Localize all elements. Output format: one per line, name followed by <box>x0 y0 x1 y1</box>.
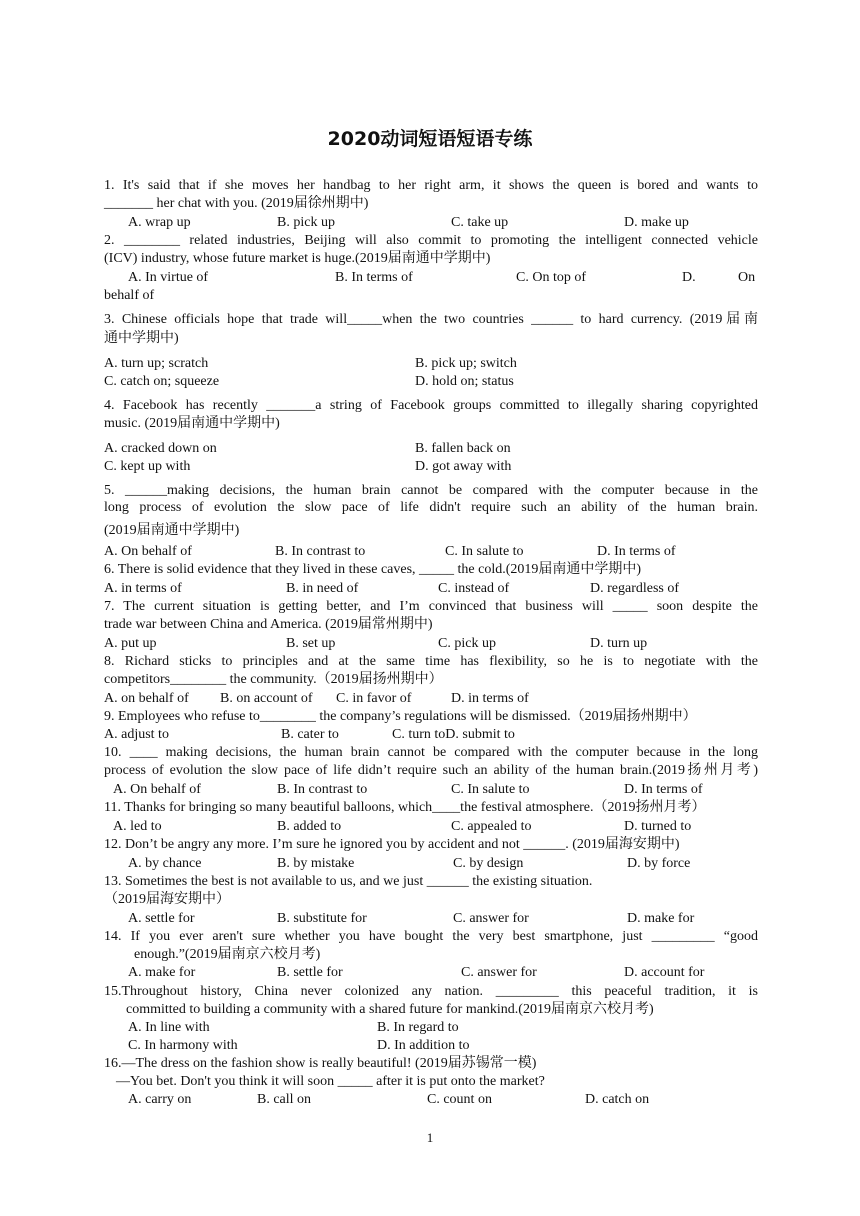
question-5-option-b: B. In contrast to <box>275 544 366 559</box>
question-10-option-c: C. In salute to <box>451 782 530 797</box>
question-11-option-a: A. led to <box>113 819 162 834</box>
question-6-stem: 6. There is solid evidence that they lived in these caves, _____ the cold.(2019届南通中学期中) <box>104 562 642 577</box>
question-3-stem-line-2: 通中学期中) <box>104 331 179 346</box>
question-5-option-d: D. In terms of <box>597 544 676 559</box>
question-16-option-c: C. count on <box>427 1092 492 1107</box>
question-1-option-a: A. wrap up <box>128 215 191 230</box>
question-16-option-a: A. carry on <box>128 1092 192 1107</box>
question-5-option-c: C. In salute to <box>445 544 524 559</box>
question-12-option-d: D. by force <box>627 856 691 871</box>
question-7-stem-line-2: trade war between China and America. (2019届常州期中) <box>104 617 433 632</box>
question-1-option-b: B. pick up <box>277 215 335 230</box>
question-13-option-a: A. settle for <box>128 911 195 926</box>
question-1-option-d: D. make up <box>624 215 689 230</box>
question-16-stem-line-2: —You bet. Don't you think it will soon _____ after it is put onto the market? <box>116 1074 545 1089</box>
page-title: 2020动词短语短语专练 <box>327 128 533 150</box>
question-10-stem-line-2: process of evolution the slow pace of life didn’t require such an ability of the human brain.(2019扬州月考) <box>104 763 758 778</box>
question-9-stem: 9. Employees who refuse to________ the company’s regulations will be dismissed.（2019届扬州期中） <box>104 709 697 724</box>
question-14-stem-line-1: 14. If you ever aren't sure whether you have bought the very best smartphone, just _________ “good <box>104 929 758 944</box>
question-14-stem-line-2: enough.”(2019届南京六校月考) <box>134 947 321 962</box>
page-number: 1 <box>426 1130 434 1145</box>
question-5-source: (2019届南通中学期中) <box>104 523 240 538</box>
question-6-option-a: A. in terms of <box>104 581 182 596</box>
question-4-option-b: B. fallen back on <box>415 441 511 456</box>
question-7-stem-line-1: 7. The current situation is getting better, and I’m convinced that business will _____ soon despite the <box>104 599 758 614</box>
question-15-option-b: B. In regard to <box>377 1020 459 1035</box>
question-8-option-d: D. in terms of <box>451 691 529 706</box>
question-12-option-b: B. by mistake <box>277 856 355 871</box>
question-7-option-a: A. put up <box>104 636 157 651</box>
question-3-stem-line-1: 3. Chinese officials hope that trade will_____when the two countries ______ to hard currency. (2019届南 <box>104 312 758 327</box>
question-15-option-a: A. In line with <box>128 1020 210 1035</box>
question-2-option-a: A. In virtue of <box>128 270 209 285</box>
question-12-option-a: A. by chance <box>128 856 202 871</box>
question-4-stem-line-2: music. (2019届南通中学期中) <box>104 416 280 431</box>
question-15-stem-line-2: committed to building a community with a shared future for mankind.(2019届南京六校月考) <box>126 1002 654 1017</box>
question-1-stem-line-2: _______ her chat with you. (2019届徐州期中) <box>104 196 369 211</box>
question-3-option-b: B. pick up; switch <box>415 356 517 371</box>
question-4-option-a: A. cracked down on <box>104 441 217 456</box>
question-2-option-c: C. On top of <box>516 270 586 285</box>
question-11-option-b: B. added to <box>277 819 342 834</box>
question-16-option-b: B. call on <box>257 1092 312 1107</box>
question-8-option-c: C. in favor of <box>336 691 412 706</box>
question-11-option-c: C. appealed to <box>451 819 532 834</box>
question-15-stem-line-1: 15.Throughout history, China never colonized any nation. _________ this peaceful tradition, it is <box>104 984 758 999</box>
question-13-stem: 13. Sometimes the best is not available to us, and we just ______ the existing situation. <box>104 874 593 889</box>
question-9-option-b: B. cater to <box>281 727 339 742</box>
question-4-option-c: C. kept up with <box>104 459 191 474</box>
question-5-option-a: A. On behalf of <box>104 544 192 559</box>
question-1-option-c: C. take up <box>451 215 509 230</box>
question-2-option-b: B. In terms of <box>335 270 413 285</box>
question-2-stem-line-1: 2. ________ related industries, Beijing will also commit to promoting the intelligent connected vehicle <box>104 233 758 248</box>
question-7-option-d: D. turn up <box>590 636 648 651</box>
question-4-option-d: D. got away with <box>415 459 512 474</box>
question-15-option-c: C. In harmony with <box>128 1038 238 1053</box>
question-9-option-c-d: C. turn toD. submit to <box>392 727 515 742</box>
question-3-option-d: D. hold on; status <box>415 374 514 389</box>
question-15-option-d: D. In addition to <box>377 1038 470 1053</box>
question-5-stem-line-2: long process of evolution the slow pace of life didn't require such an ability of the human brain. <box>104 500 758 515</box>
question-16-option-d: D. catch on <box>585 1092 650 1107</box>
question-6-option-d: D. regardless of <box>590 581 680 596</box>
question-6-option-c: C. instead of <box>438 581 510 596</box>
question-14-option-a: A. make for <box>128 965 196 980</box>
question-2-stem-line-2: (ICV) industry, whose future market is huge.(2019届南通中学期中) <box>104 251 491 266</box>
question-8-option-a: A. on behalf of <box>104 691 189 706</box>
question-3-option-c: C. catch on; squeeze <box>104 374 220 389</box>
question-14-option-d: D. account for <box>624 965 705 980</box>
question-11-stem: 11. Thanks for bringing so many beautiful balloons, which____the festival atmosphere.（2019扬州月考） <box>104 800 706 815</box>
question-1-stem-line-1: 1. It's said that if she moves her handbag to her right arm, it shows the queen is bored and wants to <box>104 178 758 193</box>
question-13-option-b: B. substitute for <box>277 911 367 926</box>
question-13-source: （2019届海安期中） <box>104 892 230 907</box>
question-8-stem-line-2: competitors________ the community.（2019届扬州期中） <box>104 672 443 687</box>
question-9-option-a: A. adjust to <box>104 727 169 742</box>
question-7-option-b: B. set up <box>286 636 336 651</box>
question-4-stem-line-1: 4. Facebook has recently _______a string of Facebook groups committed to illegally sharing copyrighted <box>104 398 758 413</box>
question-16-stem-line-1: 16.—The dress on the fashion show is really beautiful! (2019届苏锡常一模) <box>104 1056 537 1071</box>
question-11-option-d: D. turned to <box>624 819 692 834</box>
question-10-option-a: A. On behalf of <box>113 782 201 797</box>
question-5-stem-line-1: 5. ______making decisions, the human brain cannot be compared with the computer because in the <box>104 483 758 498</box>
question-6-option-b: B. in need of <box>286 581 359 596</box>
question-10-option-b: B. In contrast to <box>277 782 368 797</box>
question-12-option-c: C. by design <box>453 856 524 871</box>
question-12-stem: 12. Don’t be angry any more. I’m sure he ignored you by accident and not ______. (2019届海安期中) <box>104 837 680 852</box>
question-10-stem-line-1: 10. ____ making decisions, the human brain cannot be compared with the computer because in the long <box>104 745 758 760</box>
question-13-option-c: C. answer for <box>453 911 529 926</box>
question-2-option-d-cont: On <box>738 270 756 285</box>
question-14-option-b: B. settle for <box>277 965 343 980</box>
question-14-option-c: C. answer for <box>461 965 537 980</box>
question-7-option-c: C. pick up <box>438 636 496 651</box>
question-3-option-a: A. turn up; scratch <box>104 356 209 371</box>
question-8-stem-line-1: 8. Richard sticks to principles and at the same time has flexibility, so he is to negotiate with the <box>104 654 758 669</box>
question-8-option-b: B. on account of <box>220 691 313 706</box>
question-10-option-d: D. In terms of <box>624 782 703 797</box>
question-13-option-d: D. make for <box>627 911 695 926</box>
question-2-option-d: D. <box>682 270 696 285</box>
question-2-option-d-wrap: behalf of <box>104 288 155 303</box>
